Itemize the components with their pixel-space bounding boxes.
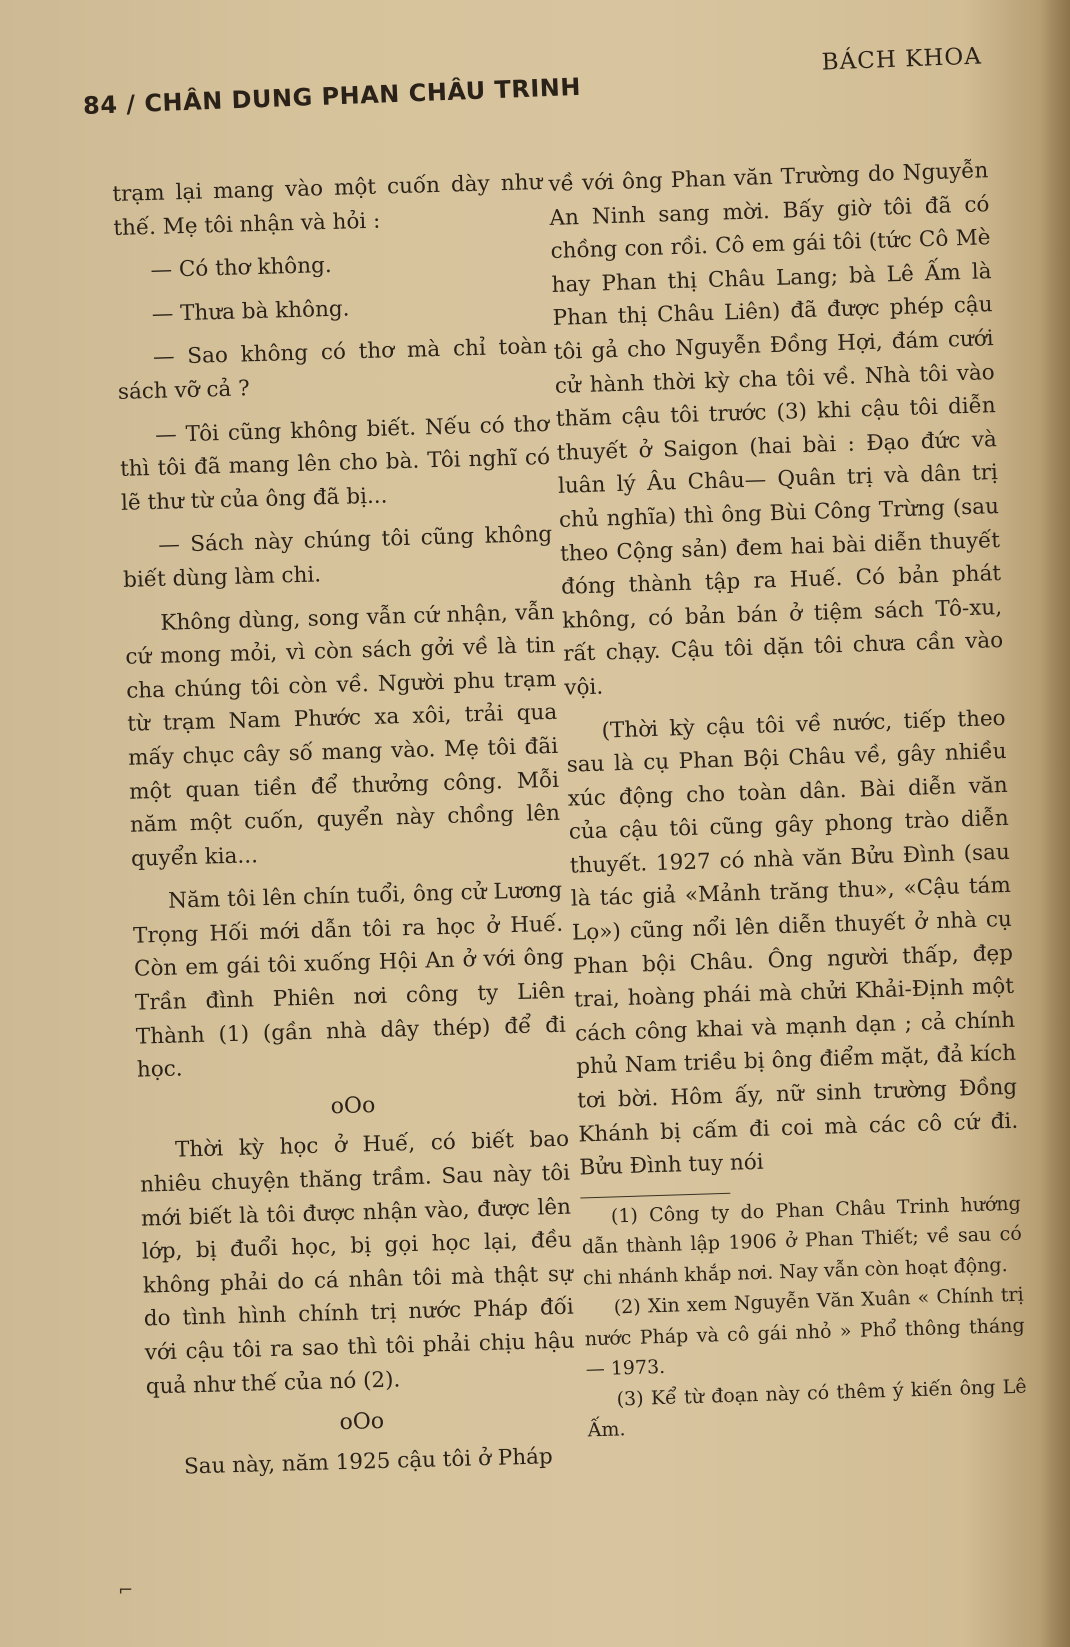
section-separator: oOo [339, 1409, 385, 1436]
paragraph: trạm lại mang vào một cuốn dày như thế. Mẹ tôi nhận và hỏi : [112, 169, 543, 241]
dialogue-line: — Sao không có thơ mà chỉ toàn sách vỡ cả ? [117, 334, 548, 405]
paragraph: (Thời kỳ cậu tôi về nước, tiếp theo sau là cụ Phan Bội Châu về, gây nhiều xúc động cho toàn dân. Bài diễn văn của cậu tôi cũng gây phong trào diễn thuyết. 1927 có nhà văn Bửu Đình (sau là tác giả «Mảnh trăng thu», «Cậu tám Lọ») cũng nổi lên diễn thuyết ở nhà cụ Phan bội Châu. Ông người thấp, đẹp trai, hoàng phái mà chửi Khải-Định một cách công khai và mạnh dạn ; cả chính phủ Nam triều bị ông điểm mặt, đả kích tơi bời. Hôm ấy, nữ sinh trường Đồng Khánh bị cấm đi coi mà các cô cứ đi. Bửu Đình tuy nói [566, 705, 1019, 1181]
paragraph: Thời kỳ học ở Huế, có biết bao nhiêu chuyện thăng trầm. Sau này tôi mới biết là tôi được nhận vào, được lên lớp, bị đuổi học, bị gọi học lại, đều không phải do cá nhân tôi mà thật sự do tình hình chính trị nước Pháp đối với cậu tôi ra sao thì tôi phải chịu hậu quả như thế của nó (2). [139, 1127, 576, 1400]
dialogue-line: — Có thơ không. [150, 253, 332, 284]
dialogue-line: — Tôi cũng không biết. Nếu có thơ thì tôi đã mang lên cho bà. Tôi nghĩ có lẽ thư từ của ông đã bị... [119, 411, 551, 516]
dialogue-line: — Thưa bà không. [151, 296, 350, 327]
left-column [112, 166, 578, 1485]
paragraph: về với ông Phan văn Trường do Nguyễn An Ninh sang mời. Bấy giờ tôi đã có chồng con rồi. Cô em gái tôi (tức Cô Mè hay Phan thị Châu Lang; bà Lê Ấm là Phan thị Châu Liên) đã được phép cậu tôi gả cho Nguyễn Đồng Hợi, đám cưới cử hành thời kỳ cha tôi về. Nhà tôi vào thăm cậu tôi trước (3) khi cậu tôi diễn thuyết ở Saigon (hai bài : Đạo đức và luân lý Âu Châu— Quân trị và dân trị chủ nghĩa) thì ông Bùi Công Trừng (sau theo Cộng sản) đem hai bài diễn thuyết đóng thành tập ra Huế. Có bản phát không, có bản bán ở tiệm sách Tô-xu, rất chạy. Cậu tôi dặn tôi chưa cần vào vội. [548, 158, 1004, 701]
footnotes [581, 1188, 1028, 1446]
footnote: (2) Xin xem Nguyễn Văn Xuân « Chính trị nước Pháp và cô gái nhỏ » Phổ thông tháng — 1973. [584, 1283, 1025, 1381]
paragraph: Năm tôi lên chín tuổi, ông cử Lương Trọng Hối mới dẫn tôi ra học ở Huế. Còn em gái tôi xuống Hội An ở với ông Trần đình Phiên nơi công ty Liên Thành (1) (gần nhà dây thép) để đi học. [132, 877, 567, 1083]
section-separator: oOo [330, 1092, 376, 1120]
paragraph: Sau này, năm 1925 cậu tôi ở Pháp [183, 1443, 554, 1480]
right-column [548, 154, 1028, 1446]
journal-name: BÁCH KHOA [821, 43, 983, 76]
footnote: (1) Công ty do Phan Châu Trinh hướng dẫn thành lập 1906 ở Phan Thiết; về sau có chi nhánh khắp nơi. Nay vẫn còn hoạt động. [581, 1192, 1023, 1290]
dialogue-line: — Sách này chúng tôi cũng không biết dùng làm chi. [122, 522, 553, 593]
running-head: 84 / CHÂN DUNG PHAN CHÂU TRINH [82, 72, 582, 120]
pencil-mark: ⌐ [118, 1580, 134, 1601]
footnote: (3) Kể từ đoạn này có thêm ý kiến ông Lê Ấm. [587, 1375, 1027, 1442]
paragraph: Không dùng, song vẫn cứ nhận, vẫn cứ mong mỏi, vì còn sách gởi về là tin cha chúng tôi còn về. Người phu trạm từ trạm Nam Phước xa xôi, trải qua mấy chục cây số mang vào. Mẹ tôi đãi một quan tiền để thưởng công. Mỗi năm một cuốn, quyển này chồng lên quyển kia... [125, 599, 561, 872]
